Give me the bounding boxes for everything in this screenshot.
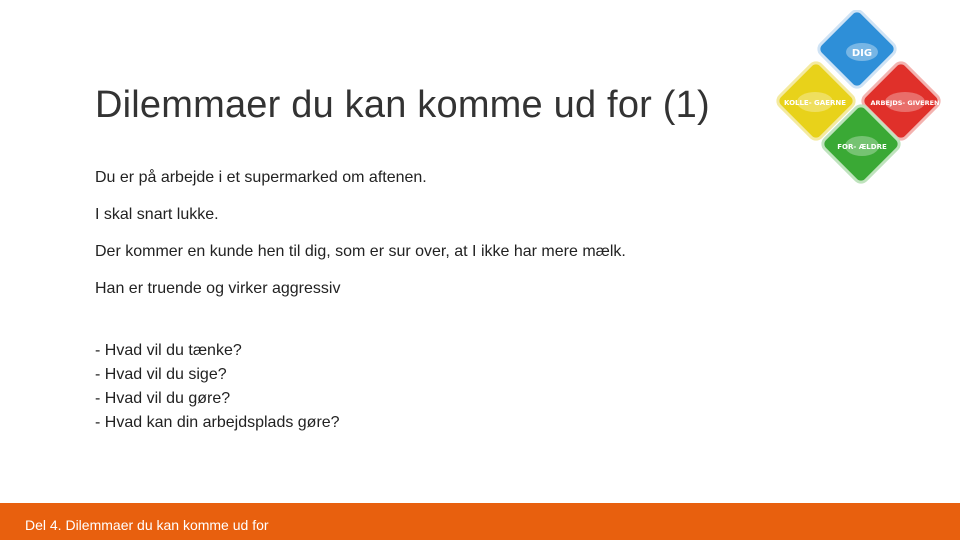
footer-bar (0, 503, 960, 540)
question-item: - Hvad vil du sige? (95, 366, 227, 383)
paragraph-3: Der kommer en kunde hen til dig, som er sur over, at I ikke har mere mælk. (95, 243, 626, 260)
paragraph-1: Du er på arbejde i et supermarked om aftenen. (95, 169, 427, 186)
paragraph-4: Han er truende og virker aggressiv (95, 280, 341, 297)
question-list (95, 339, 775, 435)
logo-tile-left-label: KOLLE- GAERNE (783, 99, 847, 107)
diamond-logo (775, 10, 950, 190)
question-item: - Hvad kan din arbejdsplads gøre? (95, 414, 340, 431)
paragraph-2: I skal snart lukke. (95, 206, 219, 223)
logo-tile-bottom-label: FOR- ÆLDRE (837, 143, 887, 151)
footer-text: Del 4. Dilemmaer du kan komme ud for (25, 517, 269, 533)
question-item: - Hvad vil du gøre? (95, 390, 231, 407)
logo-tile-top-label: DIG (851, 48, 873, 59)
logo-tile-right-label: ARBEJDS- GIVEREN (870, 99, 940, 107)
question-item: - Hvad vil du tænke? (95, 342, 242, 359)
slide-body (95, 168, 775, 435)
slide-title: Dilemmaer du kan komme ud for (1) (95, 84, 710, 126)
